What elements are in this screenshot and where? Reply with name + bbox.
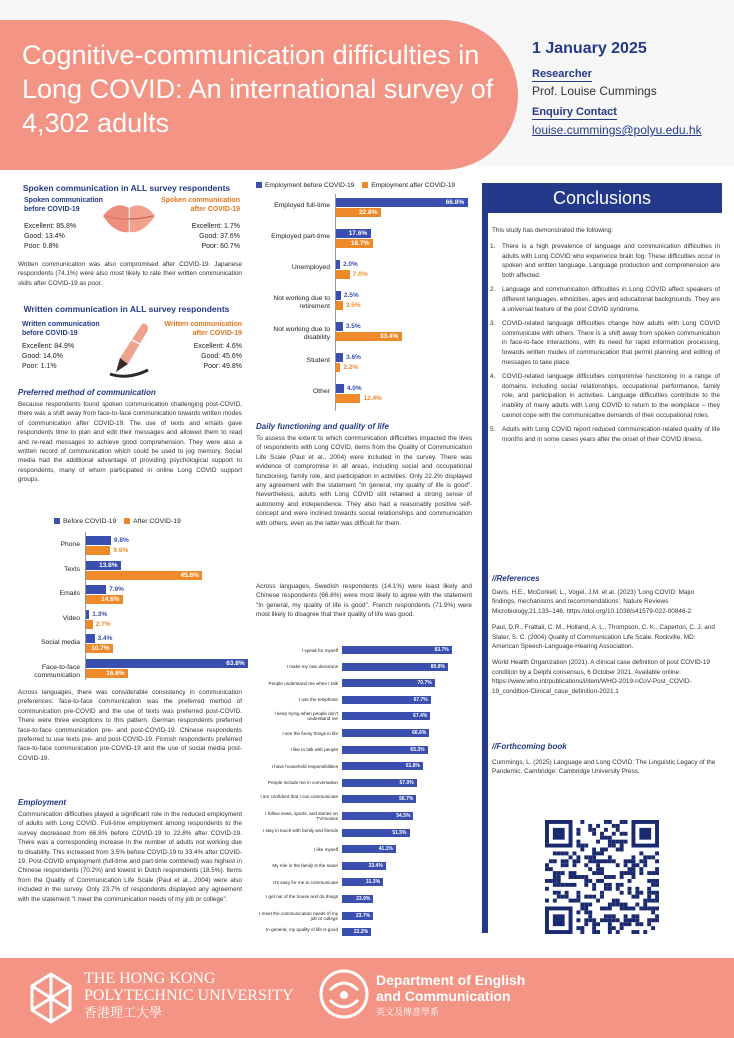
data-label: 7.0%	[352, 271, 368, 278]
category-label: In general, my quality of life is good	[265, 927, 338, 933]
stat-line: Excellent: 84.9%	[22, 343, 75, 350]
reference-item: Paul, D.R., Frattali, C. M., Holland, A. L., Thompson, C. K., Caperton, C. J. and Slater, S. C. (2004) Quality of Communication Life Scale. Rockville, MD: American Speech-Language-Hearing Association.	[492, 624, 715, 651]
conclusion-item	[490, 425, 720, 444]
category-label: Employed part-time	[271, 233, 330, 240]
written-before-label: Written communication before COVID-19	[22, 321, 100, 337]
conclusions-side-bar	[482, 213, 488, 933]
data-label: 3.5%	[345, 323, 361, 330]
dept-name	[376, 972, 525, 1020]
data-label: 2.0%	[342, 261, 358, 268]
category-label: People understand me when I talk	[268, 680, 338, 686]
data-label: 14.6%	[101, 596, 120, 604]
conclusion-number: 1.	[490, 243, 496, 250]
bar-before	[336, 384, 344, 393]
enquiry-label: Enquiry Contact	[532, 106, 617, 118]
category-label: People include me in conversation	[268, 780, 338, 786]
bar-before	[86, 634, 95, 643]
data-label: 13.8%	[99, 561, 118, 569]
data-label: 45.8%	[180, 571, 199, 579]
preferred-method-chart	[18, 518, 245, 684]
book-text: Cummings, L. (2025) Language and Long COVID: The Linguistic Legacy of the Pandemic. Cambridge: Cambridge University Press.	[492, 759, 716, 776]
category-label: Texts	[64, 565, 80, 573]
bar-agreement: 83.7%	[342, 646, 452, 654]
conclusion-text: There is a high prevalence of language and communication difficulties in adults with Long COVID who experience brain fog. These difficulties occur in spoken and written language. Language production and comprehension are both affected.	[502, 243, 720, 279]
chart-axis	[85, 532, 86, 680]
category-label: It's easy for me to communicate	[273, 879, 338, 885]
data-label: 3.5%	[345, 302, 361, 309]
legend-label: Employment before COVID-19	[265, 182, 355, 189]
legend-label: Before COVID-19	[63, 518, 117, 525]
polyu-name-zh: 香港理工大學	[84, 1005, 163, 1020]
book-heading: //Forthcoming book	[492, 742, 567, 751]
dept-name-zh: 英文及傳意學系	[376, 1007, 440, 1017]
conclusion-item	[490, 372, 720, 420]
bar-before	[336, 291, 341, 300]
polyu-name-line1: THE HONG KONG	[84, 970, 216, 987]
spoken-before-label: Spoken communication before COVID-19	[24, 197, 103, 213]
data-label: 2.5%	[343, 292, 359, 299]
data-label: 3.4%	[97, 635, 113, 643]
conclusion-text: COVID-related language difficulties change how adults with Long COVID communicate with others. There is a shift away from spoken communication in face-to-face interactions, with its need for rapid information processing, towards written modes of communication that permit planning and editing of messages to take place.	[502, 320, 720, 366]
category-label: I am confident that I can communicate	[260, 794, 338, 800]
bar-agreement: 56.7%	[342, 795, 416, 803]
conclusion-number: 4.	[490, 373, 496, 381]
bar-before	[86, 659, 248, 668]
conclusion-item	[490, 285, 720, 314]
conclusion-text: Adults with Long COVID report reduced communication-related quality of life months and in some cases years after the onset of their COVID illness.	[502, 426, 720, 443]
category-label: Face-to-face communication	[34, 664, 80, 679]
stat-line: Good: 14.0%	[22, 353, 63, 360]
conclusion-item	[490, 319, 720, 367]
category-label: Emails	[59, 590, 80, 598]
data-label: 16.6%	[106, 670, 125, 677]
researcher-name: Prof. Louise Cummings	[532, 84, 657, 98]
bar-after	[86, 546, 110, 555]
employment-text: Communication difficulties played a significant role in the reduced employment of adults with Long COVID. Full-time employment among respondents to the survey decreased from 66.8% before COVID-19 to 22.8% after COVID-19. There was a corresponding increase in the number of adults not working due to disability. This increased from 3.5% before COVID-19 to 33.4% after COVID-19. Post-COVID employment (full-time and part-time combined) was highest in Chinese respondents (70.2%) and lowest in Dutch respondents (18.5%). Items from the Quality of Communication Life Scale (Paul et al., 2004) were also included in the survey. Only 23.7% of respondents displayed any agreement with the statement "I meet the communication needs of my job or college".	[18, 811, 242, 903]
conclusion-text: Language and communication difficulties in Long COVID affect speakers of different languages, ethnicities, ages and educational backgrounds. They are a universal feature of the post COVID syndrome.	[502, 286, 720, 313]
bar-after	[336, 301, 343, 310]
category-label: I speak for myself	[302, 647, 338, 653]
preferred-text: Because respondents found spoken communication challenging post-COVID, there was a shift away from face-to-face communication towards written modes of communication after COVID-19. The use of texts and emails gave respondents time to plan and edit their messages and allowed them to read and re-read messages to achieve good comprehension. They were also a written record of communication which could be used to jog memory. Social media had the additional advantage of providing psychological support to respondents, many of whom participated in online Long COVID support groups.	[18, 401, 242, 484]
category-label: Not working due to retirement	[273, 295, 330, 310]
category-label: I keep trying when people don't understand me	[274, 711, 338, 722]
bar-agreement: 61.8%	[342, 762, 423, 770]
bar-agreement: 23.9%	[342, 895, 373, 903]
stat-line: Poor: 49.8%	[203, 363, 242, 370]
header-meta	[532, 40, 732, 137]
category-label: I follow news, sports, and stories on TV/movies	[265, 811, 338, 821]
bar-agreement: 51.5%	[342, 829, 410, 837]
bar-agreement: 54.5%	[342, 812, 413, 820]
employment-chart	[252, 182, 472, 414]
category-label: Video	[62, 614, 80, 622]
data-label: 10.7%	[91, 645, 110, 653]
written-before-stats	[22, 342, 74, 372]
bar-before	[86, 536, 111, 545]
category-label: Unemployed	[291, 264, 330, 271]
preferred-text-2: Across languages, there was considerable consistency in communication preferences: face-to-face communication was the preferred method of communication pre-COVID and the use of texts was preferred post-COVID. There were three exceptions to this pattern. German respondents preferred face-to-face communication pre- and post-COVID-19. Chinese respondents preferred to use texts pre- and post-COVID-19. Finnish respondents preferred face-to-face communication pre-COVID-19 and the use of social media post-COVID-19.	[18, 689, 242, 762]
data-label: 12.4%	[363, 395, 382, 402]
preferred-heading: Preferred method of communication	[18, 388, 156, 397]
bar-after	[86, 620, 93, 629]
data-label: 2.7%	[95, 620, 111, 628]
bar-agreement: 67.4%	[342, 712, 430, 720]
conclusions-heading: Conclusions	[482, 183, 722, 213]
bar-before	[86, 585, 106, 594]
qol-heading: Daily functioning and quality of life	[256, 422, 389, 431]
bar-agreement: 67.7%	[342, 696, 431, 704]
data-label: 66.8%	[445, 199, 465, 206]
spoken-text: Written communication was also compromised after COVID-19. Japanese respondents (74.1%) were also most likely to rate their written communication skills after COVID-19 as poor.	[18, 261, 242, 287]
dept-name-line2: and Communication	[376, 988, 511, 1004]
data-label: 1.3%	[92, 610, 108, 618]
legend-swatch-before	[256, 182, 262, 188]
chart-legend	[54, 518, 181, 525]
bar-agreement: 33.4%	[342, 862, 386, 870]
category-label: Not working due to disability	[273, 326, 330, 341]
stat-line: Good: 13.4%	[24, 233, 65, 240]
written-after-stats	[170, 342, 242, 372]
category-label: I make my own decisions	[286, 664, 338, 670]
bar-before	[86, 610, 89, 619]
stat-line: Excellent: 85.8%	[24, 223, 77, 230]
qol-chart	[256, 644, 472, 946]
category-label: I see the funny things in life	[282, 730, 338, 736]
references-heading: //References	[492, 574, 540, 583]
written-title: Written communication in ALL survey respondents	[23, 304, 230, 314]
email-link[interactable]: louise.cummings@polyu.edu.hk	[532, 123, 702, 137]
bar-agreement: 70.7%	[342, 679, 435, 687]
category-label: I have household responsibilities	[271, 763, 338, 769]
bar-before	[336, 353, 343, 362]
bar-before	[336, 260, 340, 269]
stat-line: Excellent: 4.6%	[193, 343, 242, 350]
data-label: 7.9%	[109, 586, 124, 594]
category-label: I get out of the house and do things	[265, 894, 338, 899]
stat-line: Poor: 60.7%	[201, 243, 240, 250]
category-label: I stay in touch with family and friends	[262, 827, 338, 833]
category-label: I use the telephone	[298, 697, 338, 703]
conclusion-text: COVID-related language difficulties compromise functioning in a range of domains, including social relationships, occupational performance, family role, and participation in activities. Language difficulties contribute to the inability of many adults with Long COVID to return to the workplace – they cannot cope with the communicative demands of their occupational roles.	[502, 373, 720, 419]
data-label: 33.4%	[379, 333, 399, 340]
bar-agreement: 66.6%	[342, 729, 429, 737]
references-list	[492, 588, 718, 703]
dept-name-line1: Department of English	[376, 972, 526, 988]
spoken-after-label: Spoken communication after COVID-19	[161, 197, 240, 213]
poster-date: 1 January 2025	[532, 40, 647, 57]
conclusion-item	[490, 242, 720, 280]
category-label: Student	[306, 357, 330, 364]
data-label: 9.8%	[113, 537, 129, 544]
data-label: 3.6%	[346, 354, 361, 361]
data-label: 4.0%	[346, 385, 362, 392]
category-label: I like to talk with people	[290, 747, 338, 753]
bar-agreement: 65.3%	[342, 746, 428, 754]
chart-axis	[335, 194, 336, 411]
data-label: 63.8%	[226, 660, 245, 667]
reference-item: World Health Organization (2021). A clinical case definition of post COVID-19 condition by a Delphi consensus, 6 October 2021. Available online: https://www.who.int/publications/i/item/WHO-2019-nCoV-Post_COVID-19_condition-Clinical_case_definition-2021.1	[492, 659, 710, 695]
legend-label: After COVID-19	[133, 518, 181, 525]
conclusion-number: 3.	[490, 320, 496, 328]
category-label: Phone	[60, 541, 80, 548]
stat-line: Good: 37.6%	[199, 233, 240, 240]
employment-heading: Employment	[18, 798, 67, 807]
category-label: Social media	[41, 639, 80, 647]
category-label: My role in the family is the same	[272, 863, 338, 869]
bar-after	[336, 270, 350, 279]
legend-label: Employment after COVID-19	[371, 182, 456, 189]
data-label: 9.6%	[113, 547, 129, 554]
lips-icon	[101, 198, 157, 236]
qr-code-icon[interactable]	[545, 820, 659, 934]
conclusion-number: 2.	[490, 286, 496, 294]
bar-agreement: 57.0%	[342, 779, 417, 787]
researcher-label: Researcher	[532, 68, 592, 80]
written-after-label: Written communication after COVID-19	[164, 321, 242, 337]
category-label: Employed full-time	[274, 202, 330, 209]
polyu-logo-icon	[26, 970, 76, 1026]
category-label: Other	[313, 388, 330, 395]
stat-line: Excellent: 1.7%	[191, 223, 240, 230]
bar-agreement: 80.8%	[342, 663, 448, 671]
data-label: 2.2%	[343, 364, 359, 371]
data-label: 17.6%	[348, 230, 368, 237]
category-label: I like myself	[314, 846, 338, 852]
poster-title: Cognitive-communication difficulties in Long COVID: An international survey of 4,302 adults	[22, 40, 494, 138]
qol-text: To assess the extent to which communication difficulties impacted the lives of respondents with Long COVID, items from the Quality of Communication Life Scale (Paul et al., 2004) were included in the survey. There was evidence of compromise in all areas, including social and occupational functioning, family role, and participation in activities. Only 22.2% displayed any agreement with the statement "In general, my quality of life is good". Nevertheless, adults with Long COVID still retained a strong sense of autonomy and independence. They also had a reasonably positive self-concept and were inclined towards social relationships and communication with others, even as the latter was difficult for them.	[256, 435, 472, 527]
category-label: I meet the communication needs of my job or college	[259, 910, 338, 921]
reference-item: Davis, H.E., McCorkell, L., Vogel, J.M. et al. (2023) 'Long COVID: Major findings, mechanisms and recommendations', Nature Reviews Microbiology,21,133–146, https://doi.org/10.1038/s41579-022-00846-2	[492, 589, 695, 615]
spoken-title: Spoken communication in ALL survey respondents	[22, 183, 231, 193]
legend-swatch-after	[124, 518, 130, 524]
stat-line: Poor: 0.8%	[24, 243, 59, 250]
bar-agreement: 22.2%	[342, 928, 371, 936]
bar-agreement: 31.3%	[342, 878, 383, 886]
spoken-before-stats	[24, 222, 76, 252]
polyu-name	[84, 970, 294, 1021]
legend-swatch-before	[54, 518, 60, 524]
data-label: 22.8%	[358, 209, 378, 216]
stat-line: Poor: 1.1%	[22, 363, 57, 370]
dept-logo-icon	[318, 968, 370, 1020]
legend-swatch-after	[362, 182, 368, 188]
conclusions-list	[490, 242, 720, 449]
spoken-after-stats	[170, 222, 240, 252]
conclusion-number: 5.	[490, 426, 496, 434]
conclusions-intro: This study has demonstrated the following:	[492, 227, 614, 234]
bar-before	[336, 322, 343, 331]
data-label: 18.7%	[350, 240, 370, 247]
bar-agreement: 41.1%	[342, 845, 396, 853]
bar-after	[336, 394, 360, 403]
stat-line: Good: 45.6%	[201, 353, 242, 360]
pen-icon	[102, 316, 154, 384]
polyu-name-line2: POLYTECHNIC UNIVERSITY	[84, 987, 294, 1004]
chart-legend	[256, 182, 455, 189]
bar-agreement: 23.7%	[342, 912, 373, 920]
bar-after	[336, 363, 340, 372]
qol-text-2: Across languages, Swedish respondents (14.1%) were least likely and Chinese respondents (66.6%) were most likely to agree with the statement "In general, my quality of life is good". French respondents (71.9%) were most likely to disagree that their quality of life was good.	[256, 583, 472, 619]
